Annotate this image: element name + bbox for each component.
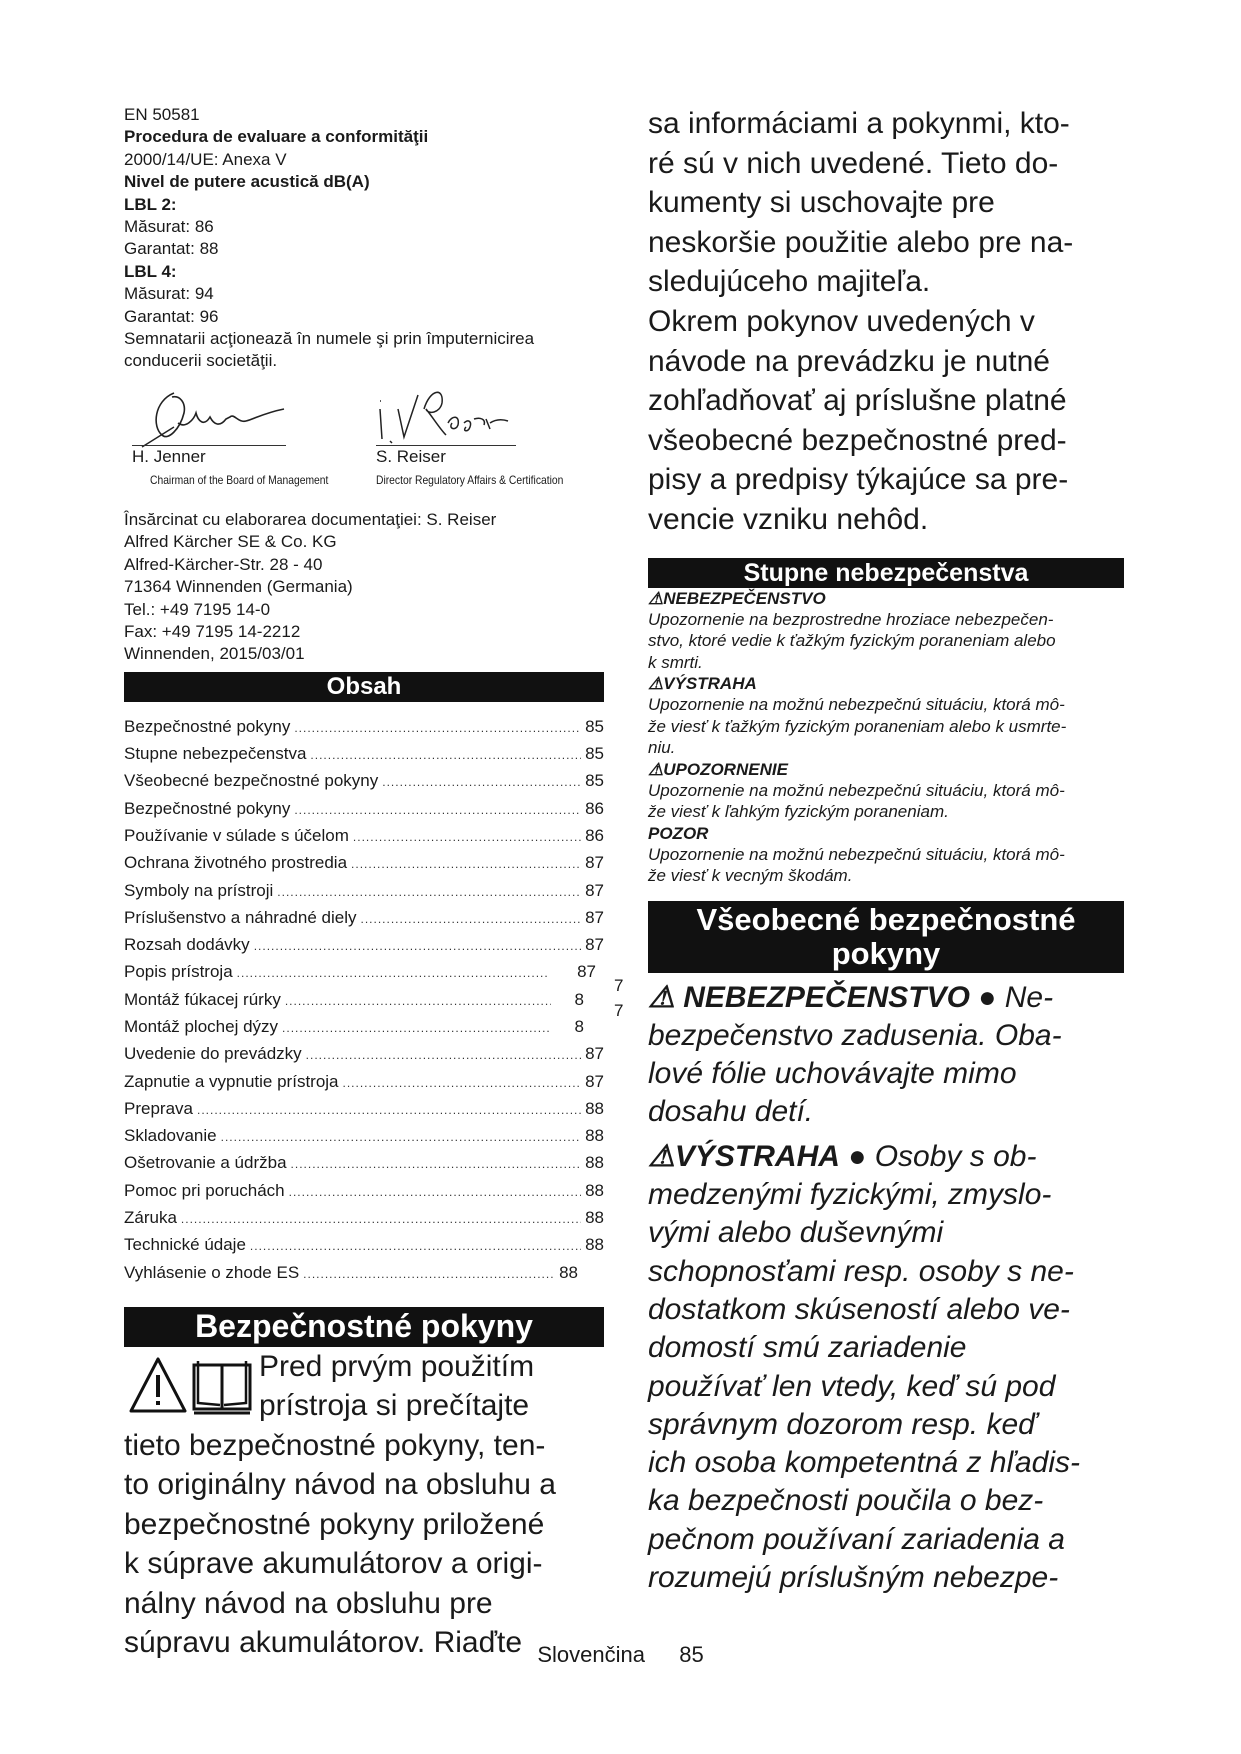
noise-title: Nivel de putere acustică dB(A) bbox=[124, 172, 370, 192]
signer-1-name: H. Jenner bbox=[132, 446, 206, 466]
level-text: že viesť k vecným škodám. bbox=[648, 866, 853, 886]
toc-entry[interactable]: Bezpečnostné pokyny ..... 85 bbox=[124, 714, 604, 741]
toc-entry[interactable]: Príslušenstvo a náhradné diely ..... 87 bbox=[124, 905, 604, 932]
danger-paragraph bbox=[648, 979, 1124, 1132]
text-line: dostatkom skúseností alebo ve- bbox=[648, 1292, 1070, 1326]
toc-entry[interactable]: Rozsah dodávky ..... 87 bbox=[124, 932, 604, 959]
level-caution-title: ⚠UPOZORNENIE bbox=[648, 759, 788, 779]
general-heading-line: Všeobecné bezpečnostné bbox=[696, 901, 1076, 937]
lbl4-measured: Măsurat: 94 bbox=[124, 284, 214, 304]
footer-page-number: 85 bbox=[679, 1642, 704, 1667]
toc-entry[interactable]: Uvedenie do prevádzky ..... 87 bbox=[124, 1041, 604, 1068]
procedure-title: Procedura de evaluare a conformităţii bbox=[124, 127, 429, 147]
text-line: zohľadňovať aj príslušne platné bbox=[648, 384, 1067, 418]
signer-1-role: Chairman of the Board of Management bbox=[150, 472, 329, 487]
standard-ref: EN 50581 bbox=[124, 105, 200, 124]
procedure-value: 2000/14/UE: Anexa V bbox=[124, 149, 287, 169]
level-danger-title: ⚠NEBEZPEČENSTVO bbox=[648, 588, 826, 608]
toc-entry[interactable]: Popis prístroja ..... 87 bbox=[124, 959, 596, 986]
signer-2-role: Director Regulatory Affairs & Certification bbox=[376, 472, 564, 487]
text-line: medzenými fyzickými, zmyslo- bbox=[648, 1178, 1052, 1212]
lbl2-measured: Măsurat: 86 bbox=[124, 217, 214, 237]
signatories-line-2: conducerii societăţii. bbox=[124, 351, 278, 371]
warning-triangle-icon bbox=[131, 1359, 185, 1411]
text-line: domostí smú zariadenie bbox=[648, 1331, 967, 1365]
doc-contact-line: Alfred-Kärcher-Str. 28 - 40 bbox=[124, 554, 323, 574]
text-line: sledujúceho majiteľa. bbox=[648, 265, 931, 299]
level-text: Upozornenie na možnú nebezpečnú situáciu, ktorá mô- bbox=[648, 844, 1065, 864]
text-line: vencie vzniku nehôd. bbox=[648, 502, 929, 536]
general-heading-line: pokyny bbox=[831, 935, 941, 971]
toc-entry[interactable]: Technické údaje ..... 88 bbox=[124, 1232, 604, 1259]
toc-entry[interactable]: Ošetrovanie a údržba ..... 88 bbox=[124, 1150, 604, 1177]
level-text: že viesť k ľahkým fyzickým poraneniam. bbox=[648, 802, 949, 822]
safety-heading: Bezpečnostné pokyny bbox=[124, 1307, 604, 1347]
intro-line: nálny návod na obsluhu pre bbox=[124, 1586, 493, 1620]
left-column bbox=[124, 104, 604, 1663]
toc-entry[interactable]: Zapnutie a vypnutie prístroja ..... 87 bbox=[124, 1069, 604, 1096]
toc-entry[interactable]: Vyhlásenie o zhode ES ..... 88 bbox=[124, 1260, 578, 1287]
toc-entry[interactable]: Skladovanie ..... 88 bbox=[124, 1123, 604, 1150]
danger-rest: ● Ne- bbox=[969, 980, 1054, 1014]
signature-reiser bbox=[372, 379, 512, 445]
table-of-contents bbox=[124, 714, 604, 1287]
lbl2-guaranteed: Garantat: 88 bbox=[124, 239, 219, 259]
level-text: Upozornenie na možnú nebezpečnú situáciu, ktorá mô- bbox=[648, 780, 1065, 800]
intro-line: bezpečnostné pokyny priložené bbox=[124, 1507, 545, 1541]
stray-digit: 7 bbox=[614, 976, 624, 995]
intro-line: to originálny návod na obsluhu a bbox=[124, 1468, 556, 1502]
toc-entry[interactable]: Preprava ..... 88 bbox=[124, 1096, 604, 1123]
doc-contact-line: Fax: +49 7195 14-2212 bbox=[124, 621, 301, 641]
toc-heading: Obsah bbox=[124, 672, 604, 702]
text-line: Okrem pokynov uvedených v bbox=[648, 304, 1035, 338]
toc-entry[interactable]: Všeobecné bezpečnostné pokyny ..... 85 bbox=[124, 768, 604, 795]
signature-area bbox=[124, 379, 604, 509]
text-line: všeobecné bezpečnostné pred- bbox=[648, 423, 1067, 457]
text-line: pisy a predpisy týkajúce sa pre- bbox=[648, 463, 1069, 497]
lbl2-title: LBL 2: bbox=[124, 194, 177, 214]
levels-heading: Stupne nebezpečenstva bbox=[648, 558, 1124, 588]
level-text: k smrti. bbox=[648, 652, 703, 672]
toc-entry[interactable]: Montáž fúkacej rúrky ..... 8 bbox=[124, 987, 584, 1014]
lbl4-title: LBL 4: bbox=[124, 261, 177, 281]
doc-contact-line: 71364 Winnenden (Germania) bbox=[124, 577, 353, 597]
text-line: rozumejú príslušným nebezpe- bbox=[648, 1560, 1059, 1594]
toc-entry[interactable]: Záruka ..... 88 bbox=[124, 1205, 604, 1232]
intro-line: prístroja si prečítajte bbox=[259, 1389, 530, 1423]
toc-entry[interactable]: Pomoc pri poruchách ..... 88 bbox=[124, 1178, 604, 1205]
level-warning-title: ⚠VÝSTRAHA bbox=[648, 674, 757, 694]
doc-contact-line: Însărcinat cu elaborarea documentaţiei: S. Reiser bbox=[124, 509, 497, 529]
text-line: bezpečenstvo zadusenia. Oba- bbox=[648, 1018, 1062, 1052]
text-line: návode na prevádzku je nutné bbox=[648, 344, 1050, 378]
stray-digit: 7 bbox=[614, 1001, 624, 1020]
text-line: ré sú v nich uvedené. Tieto do- bbox=[648, 146, 1059, 180]
level-text: Upozornenie na bezprostredne hroziace nebezpečen- bbox=[648, 609, 1054, 629]
right-column bbox=[648, 104, 1124, 1597]
level-text: že viesť k ťažkým fyzickým poraneniam alebo k usmrte- bbox=[648, 716, 1067, 736]
warning-and-manual-icons bbox=[128, 1355, 256, 1415]
text-line: ka bezpečnosti poučila o bez- bbox=[648, 1484, 1044, 1518]
continuation-text bbox=[648, 104, 1124, 540]
text-line: používať len vtedy, keď sú pod bbox=[648, 1369, 1056, 1403]
warning-rest: ● Osoby s ob- bbox=[839, 1139, 1037, 1173]
level-text: niu. bbox=[648, 738, 676, 758]
lbl4-guaranteed: Garantat: 96 bbox=[124, 306, 219, 326]
doc-contact-line: Alfred Kärcher SE & Co. KG bbox=[124, 532, 337, 552]
intro-line: súpravu akumulátorov. Riaďte bbox=[124, 1626, 523, 1660]
signer-2-name: S. Reiser bbox=[376, 446, 446, 466]
level-text: stvo, ktoré vedie k ťažkým fyzickým poraneniam alebo bbox=[648, 631, 1056, 651]
footer-language: Slovenčina bbox=[537, 1642, 645, 1667]
text-line: ich osoba kompetentná z hľadis- bbox=[648, 1446, 1081, 1480]
danger-label: ⚠ NEBEZPEČENSTVO bbox=[648, 980, 970, 1014]
toc-entry[interactable]: Používanie v súlade s účelom ..... 86 bbox=[124, 823, 604, 850]
doc-contact-line: Winnenden, 2015/03/01 bbox=[124, 644, 305, 664]
text-line: vými alebo duševnými bbox=[648, 1216, 944, 1250]
signature-jenner bbox=[134, 383, 304, 449]
page-footer bbox=[0, 1642, 1241, 1668]
doc-contact-line: Tel.: +49 7195 14-0 bbox=[124, 599, 271, 619]
toc-entry[interactable]: Symboly na prístroji ..... 87 bbox=[124, 878, 604, 905]
signatories-line-1: Semnatarii acţionează în numele şi prin împuternicirea bbox=[124, 329, 535, 349]
text-line: lové fólie uchovávajte mimo bbox=[648, 1057, 1017, 1091]
text-line: dosahu detí. bbox=[648, 1095, 814, 1129]
warning-paragraph bbox=[648, 1138, 1124, 1598]
toc-entry[interactable]: Ochrana životného prostredia ..... 87 bbox=[124, 850, 604, 877]
intro-line: tieto bezpečnostné pokyny, ten- bbox=[124, 1428, 546, 1462]
warning-label: ⚠VÝSTRAHA bbox=[648, 1139, 840, 1173]
text-line: schopnosťami resp. osoby s ne- bbox=[648, 1254, 1074, 1288]
intro-line: k súprave akumulátorov a origi- bbox=[124, 1547, 543, 1581]
toc-entry[interactable]: Stupne nebezpečenstva ..... 85 bbox=[124, 741, 604, 768]
safety-intro bbox=[124, 1347, 604, 1663]
hazard-levels bbox=[648, 588, 1124, 887]
general-safety-heading bbox=[648, 901, 1124, 973]
manual-book-icon bbox=[194, 1361, 250, 1413]
text-line: správnym dozorom resp. keď bbox=[648, 1407, 1037, 1441]
toc-entry[interactable]: Montáž plochej dýzy ..... 8 bbox=[124, 1014, 584, 1041]
text-line: kumenty si uschovajte pre bbox=[648, 186, 995, 220]
text-line: neskoršie použitie alebo pre na- bbox=[648, 225, 1074, 259]
level-text: Upozornenie na možnú nebezpečnú situáciu, ktorá mô- bbox=[648, 695, 1065, 715]
intro-line: Pred prvým použitím bbox=[259, 1349, 535, 1383]
level-attention-title: POZOR bbox=[648, 823, 709, 843]
text-line: sa informáciami a pokynmi, kto- bbox=[648, 107, 1070, 140]
text-line: pečnom používaní zariadenia a bbox=[648, 1522, 1065, 1556]
toc-entry[interactable]: Bezpečnostné pokyny ..... 86 bbox=[124, 796, 604, 823]
